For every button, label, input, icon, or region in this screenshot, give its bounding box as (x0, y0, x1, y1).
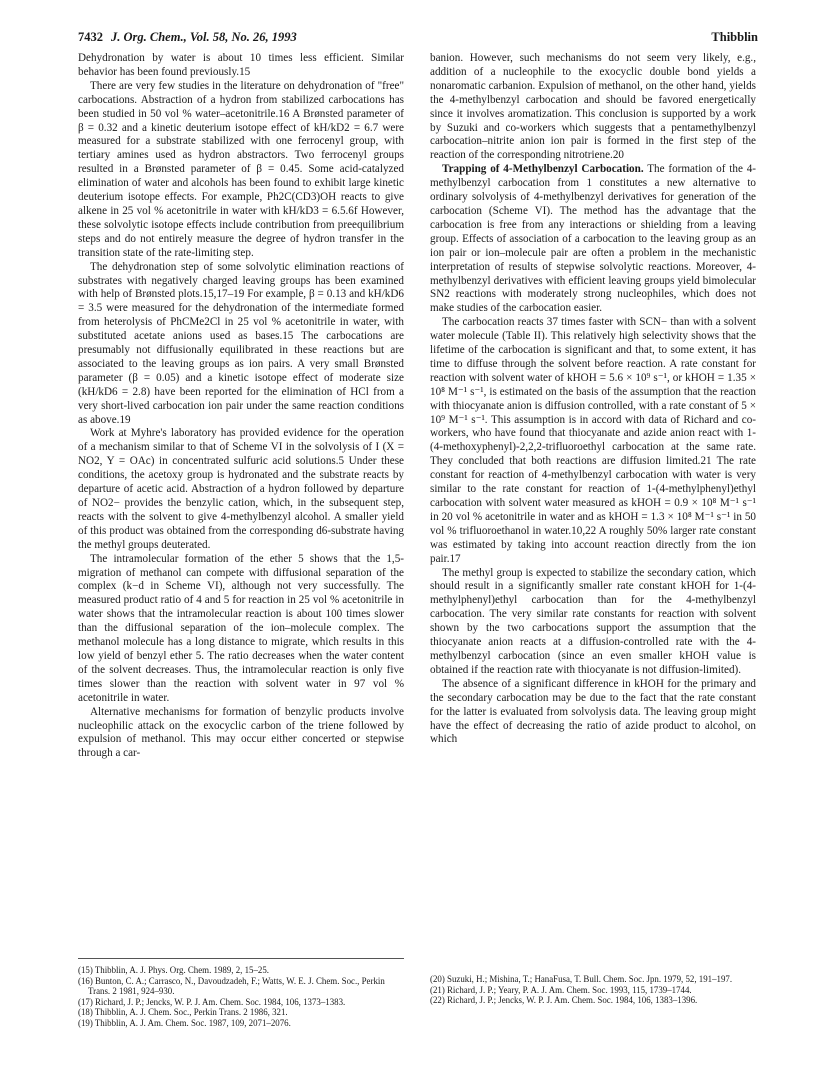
paragraph: The absence of a significant difference in kHOH for the primary and the secondary carbocation may be due to the fact that the rate constant for the latter is evaluated from solvolysis data. The leaving group might have the effect of decreasing the ratio of azide product to alcohol, on which (430, 677, 756, 746)
paragraph: banion. However, such mechanisms do not seem very likely, e.g., addition of a nucleophile to the exocyclic double bond yields a nonaromatic carbanion. Expulsion of methanol, on the other hand, yields the 4-methylbenzyl carbocation and should be favored energetically since it involves aromatization. This conclusion is supported by a work by Suzuki and co-workers which suggests that a pentamethylbenzyl carbocation–nitrite anion ion pair is formed in the first step of the reaction of the corresponding nitrotriene.20 (430, 52, 756, 162)
running-header (78, 30, 758, 48)
section-body: The formation of the 4-methylbenzyl carbocation from 1 constitutes a new alternative to ordinary solvolysis of 4-methylbenzyl derivatives for generation of the carbocation (Scheme VI). The method has the advantage that the carbocation is free from any interactions or shielding from a leaving group. Effects of association of a carbocation to the leaving group as an ion pair or ion–molecule pair are often a problem in the mechanistic interpretation of results of stepwise solvolytic reactions. Moreover, 4-methylbenzyl derivatives with efficient leaving groups yield bimolecular SN2 reactions with moderately strong nucleophiles, which does not make studies of the carbocation easier. (430, 163, 756, 315)
footnote: (17) Richard, J. P.; Jencks, W. P. J. Am. Chem. Soc. 1984, 106, 1373–1383. (78, 996, 346, 1007)
header-left (78, 30, 297, 45)
paragraph: The carbocation reacts 37 times faster with SCN− than with a solvent water molecule (Table II). This relatively high selectivity shows that the lifetime of the carbocation is significant and that, to some extent, it has time to diffuse through the solvent before reaction. A rate constant for reaction with solvent water of kHOH = 5.6 × 10⁹ s⁻¹, or kHOH = 1.35 × 10⁸ M⁻¹ s⁻¹, is estimated on the basis of the assumption that the reaction with thiocyanate anion is diffusion controlled, with a rate constant of 5 × 10⁹ M⁻¹ s⁻¹. This assumption is in accord with data of Richard and co-workers, who have found that thiocyanate and azide anion react with 1-(4-methoxyphenyl)-2,2,2-trifluoroethyl carbocation at the same rate. They concluded that both reactions are diffusion limited.21 The rate constant for reaction of 4-methylbenzyl carbocation with water is very similar to the rate constant for reaction of 1-(4-methylphenyl)ethyl carbocation with solvent water measured as kHOH = 0.9 × 10⁸ M⁻¹ s⁻¹ in 20 vol % acetonitrile in water and as kHOH = 1.3 × 10⁸ M⁻¹ s⁻¹ in 50 vol % trifluoroethanol in water.10,22 A roughly 50% larger rate constant was estimated by taking into account reaction directly from the ion pair.17 (430, 316, 756, 565)
journal-citation: J. Org. Chem., Vol. 58, No. 26, 1993 (111, 30, 297, 44)
footnote: (18) Thibblin, A. J. Chem. Soc., Perkin Trans. 2 1986, 321. (78, 1007, 288, 1018)
paragraph: Dehydronation by water is about 10 times less efficient. Similar behavior has been found previously.15 (78, 52, 404, 78)
footnote: (21) Richard, J. P.; Yeary, P. A. J. Am. Chem. Soc. 1993, 115, 1739–1744. (430, 984, 692, 995)
left-column (78, 52, 404, 761)
paragraph: There are very few studies in the literature on dehydronation of "free" carbocations. Abstraction of a hydron from stabilized carbocations has been studied in 50 vol % water–acetonitrile.16 A Brønsted parameter of β = 0.32 and a kinetic deuterium isotope effect of kH/kD2 = 6.7 were measured for a substrate stabilized with one ferrocenyl group, with tertiary amines used as hydron abstractors. Two ferrocenyl groups resulted in a Brønsted parameter of β = 0.45. Some acid-catalyzed elimination of water and alcohols has been found to exhibit large kinetic deuterium isotope effects. For example, Ph2C(CD3)OH reacts to give alkene in 25 vol % acetonitrile in water with kH/kD3 = 6.5.6f However, these solvolytic isotope effects include contribution from preequilibrium steps and do not entirely measure the degree of hydron transfer in the transition state of the rate-limiting step. (78, 79, 404, 259)
footnote: (19) Thibblin, A. J. Am. Chem. Soc. 1987, 109, 2071–2076. (78, 1017, 291, 1028)
footnote: (15) Thibblin, A. J. Phys. Org. Chem. 1989, 2, 15–25. (78, 965, 269, 975)
footnote: (22) Richard, J. P.; Jencks, W. P. J. Am. Chem. Soc. 1984, 106, 1383–1396. (430, 995, 698, 1006)
paragraph: The methyl group is expected to stabilize the secondary cation, which should result in a significantly smaller rate constant kHOH for 1-(4-methylphenyl)ethyl carbocation than for the 4-methylbenzyl carbocation. The very similar rate constants for reaction with solvent shown by the two carbocations support the assumption that the thiocyanate anion reacts at a diffusion-controlled rate with the 4-methylbenzyl carbocation (since an even smaller kHOH value is obtained if the reaction rate with thiocyanate is not diffusion-limited). (430, 566, 756, 676)
paragraph: Work at Myhre's laboratory has provided evidence for the operation of a mechanism similar to that of Scheme VI in the solvolysis of I (X = NO2, Y = OAc) in concentrated sulfuric acid solutions.5 Under these conditions, the acetoxy group is hydronated and the substrate reacts by departure of acetic acid. Abstraction of a hydron followed by departure of NO2− provides the benzylic cation, which, in the subsequent step, reacts with the solvent to give 4-methylbenzyl alcohol. A smaller yield of this product was obtained from the corresponding d6-substrate having the methyl groups deuterated. (78, 427, 404, 551)
footnotes-right (430, 958, 756, 1006)
right-column (430, 52, 756, 747)
header-author: Thibblin (711, 30, 758, 44)
page-number: 7432 (78, 30, 103, 44)
footnote: (20) Suzuki, H.; Mishina, T.; HanaFusa, T. Bull. Chem. Soc. Jpn. 1979, 52, 191–197. (430, 974, 733, 984)
paragraph: The intramolecular formation of the ether 5 shows that the 1,5-migration of methanol can compete with diffusional separation of the complex (k−d in Scheme VI), although not very successfully. The measured product ratio of 4 and 5 for reaction in 25 vol % acetonitrile in water shows that the intramolecular reaction is about 100 times slower than the diffusional separation of the ion–molecule complex. The methanol molecule has a long distance to migrate, which results in this low yield of benzyl ether 5. The ratio decreases when the water content of the solvent decreases. Thus, the intramolecular reaction is only five times slower than the reaction with solvent water in 97 vol % acetonitrile in water. (78, 552, 404, 704)
section-paragraph (430, 163, 756, 316)
paragraph: Alternative mechanisms for formation of benzylic products involve nucleophilic attack on the exocyclic carbon of the triene followed by expulsion of methanol. This may occur either concerted or stepwise through a car- (78, 705, 404, 760)
footnote: (16) Bunton, C. A.; Carrasco, N., Davoudzadeh, F.; Watts, W. E. J. Chem. Soc., Perkin Trans. 2 1981, 924–930. (78, 975, 385, 997)
section-heading: Trapping of 4-Methylbenzyl Carbocation. (442, 163, 644, 176)
paragraph: The dehydronation step of some solvolytic elimination reactions of substrates with negatively charged leaving groups has been examined with help of Brønsted plots.15,17–19 For example, β = 0.13 and kH/kD6 = 3.5 were measured for the dehydronation of the intermediate formed from heterolysis of PhCMe2Cl in 25 vol % acetonitrile in water, with substituted acetate anions used as bases.15 The carbocations are presumably not diffusionally equilibrated in these reactions but are associated to the leaving groups as ion pairs. A very small Brønsted parameter (β = 0.05) and a kinetic isotope effect of moderate size (kH/kD6 = 2.8) have been reported for the elimination of HCl from a very short-lived carbocation ion pair under the same reaction conditions as above.19 (78, 260, 404, 426)
footnotes-left (78, 958, 404, 1029)
